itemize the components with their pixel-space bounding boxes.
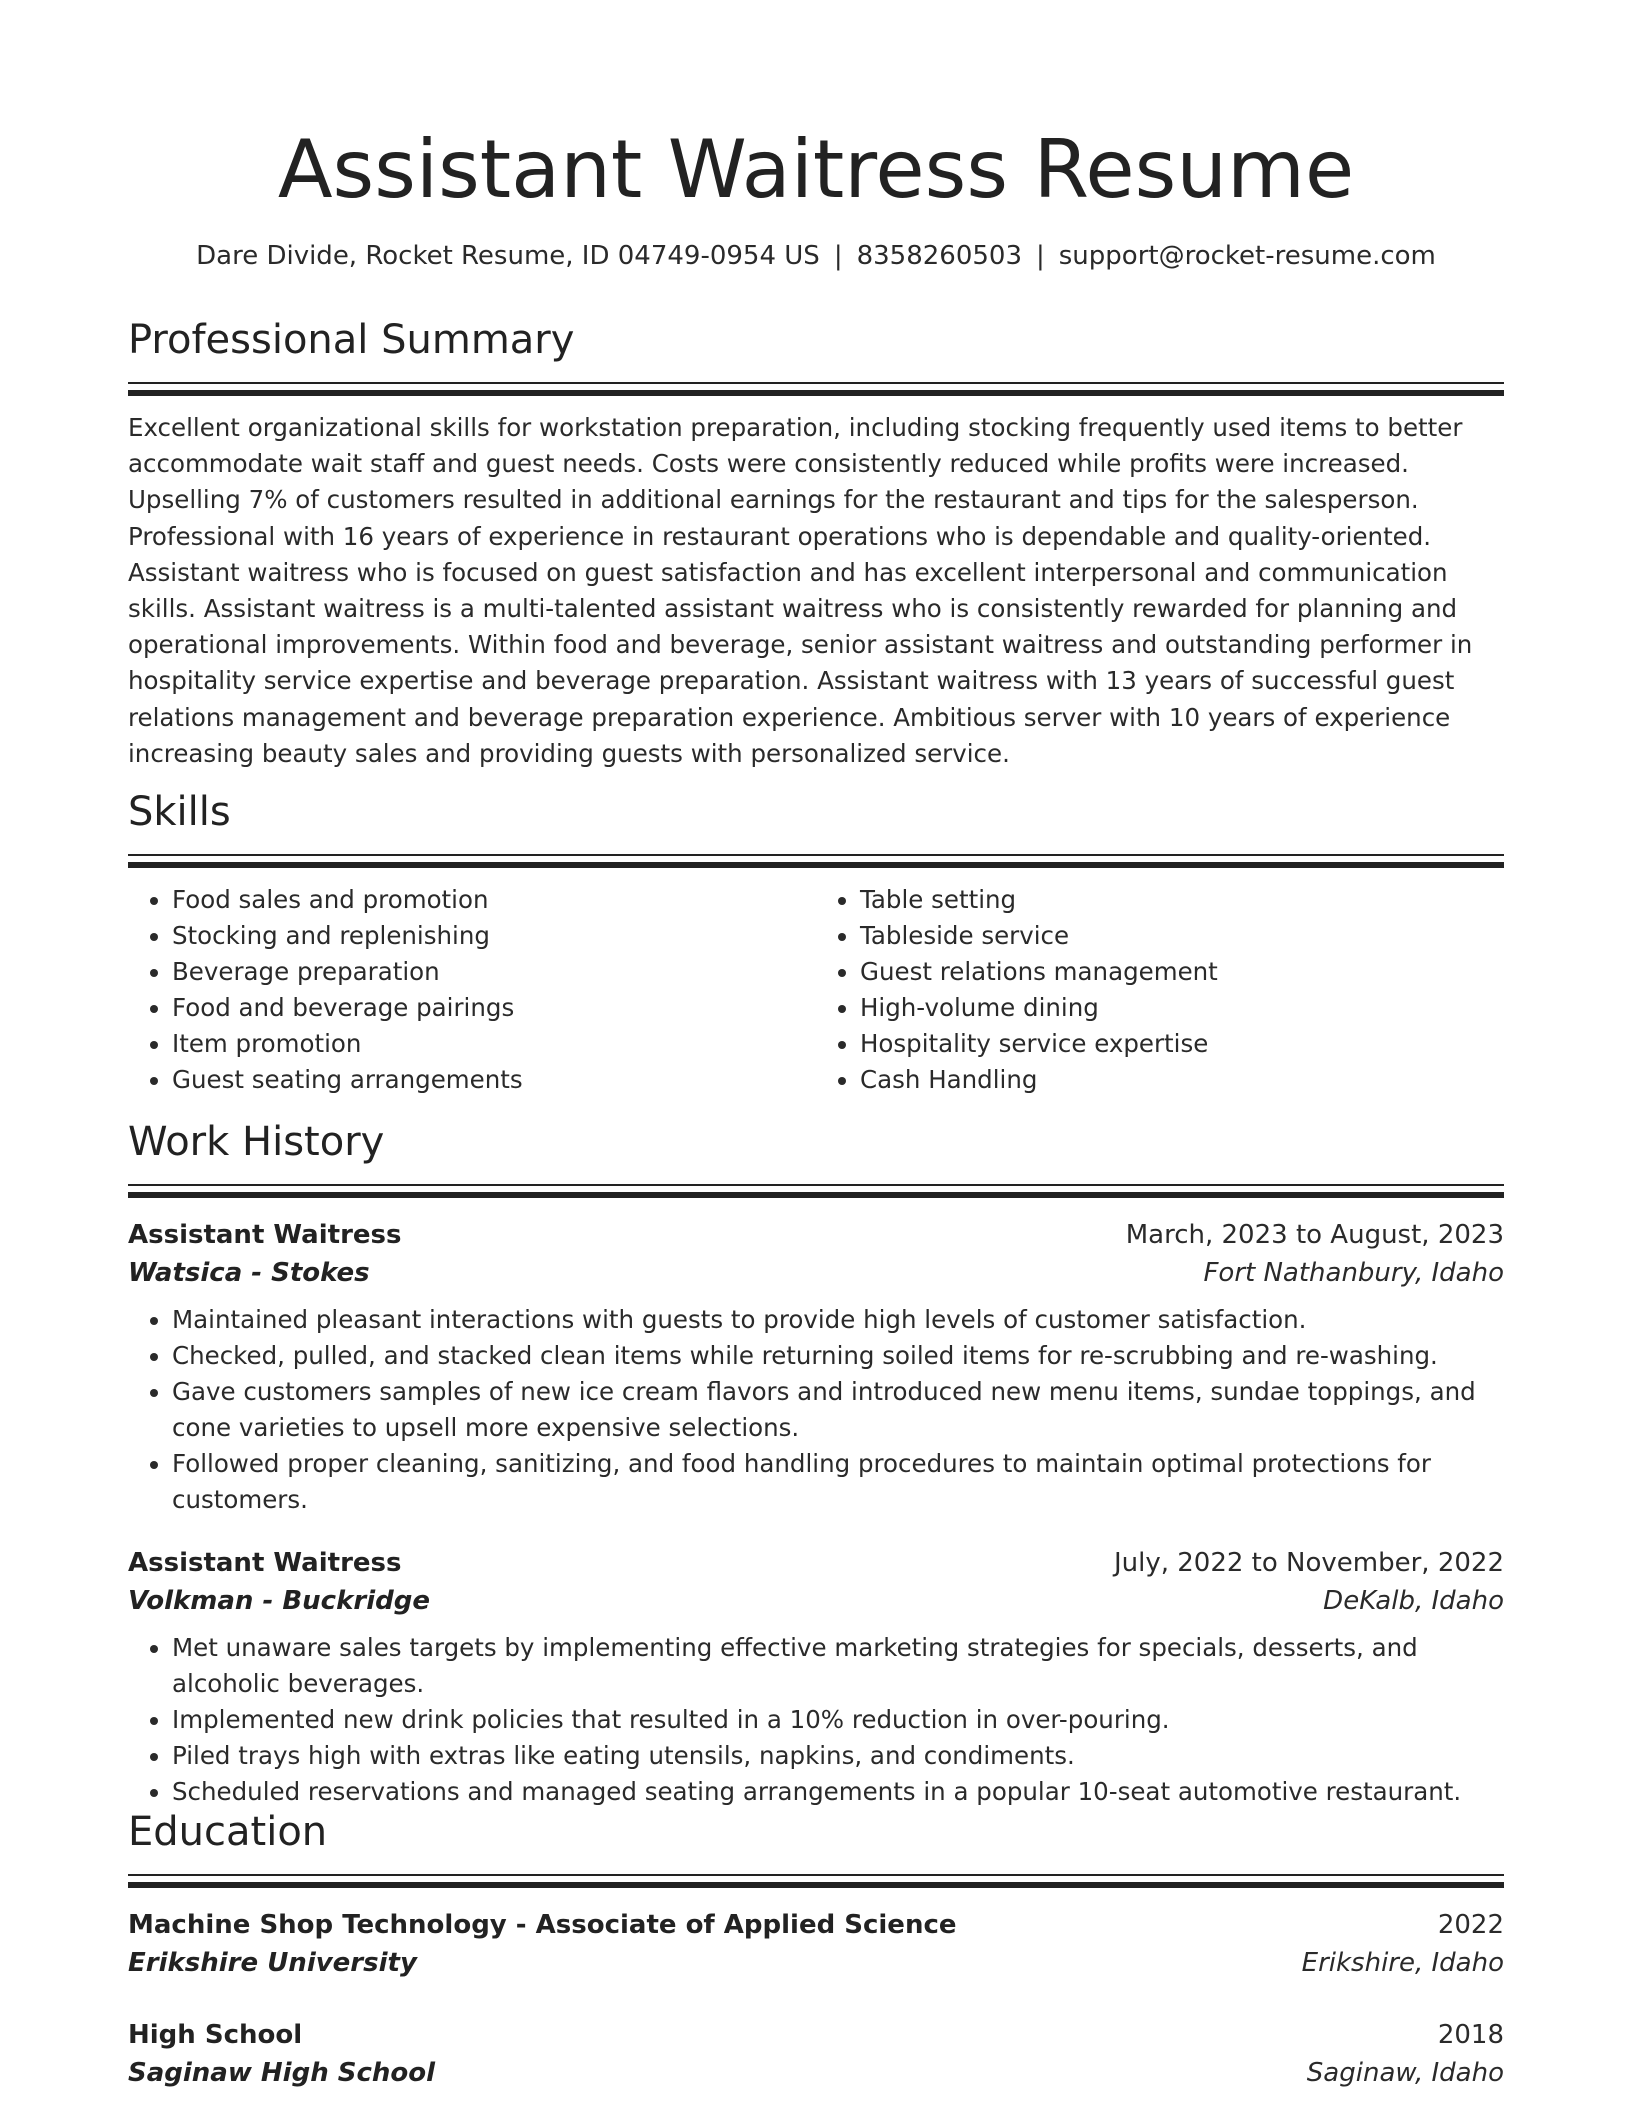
skills-columns xyxy=(128,882,1504,1098)
summary-heading: Professional Summary xyxy=(128,317,575,363)
job-dates: March, 2023 to August, 2023 xyxy=(1125,1220,1504,1250)
job-header xyxy=(128,1544,1504,1582)
job-header xyxy=(128,1216,1504,1254)
contact-line xyxy=(0,238,1632,274)
education-location: Erikshire, Idaho xyxy=(1301,1948,1504,1978)
skill-item: • Stocking and replenishing xyxy=(172,918,816,954)
contact-phone: 8358260503 xyxy=(856,241,1022,271)
education-year: 2018 xyxy=(1437,2020,1504,2050)
section-divider xyxy=(128,854,1504,868)
job-subheader xyxy=(128,1254,1504,1292)
education-school: Saginaw High School xyxy=(128,2058,436,2088)
education-school: Erikshire University xyxy=(128,1948,417,1978)
education-location: Saginaw, Idaho xyxy=(1306,2058,1504,2088)
section-divider xyxy=(128,382,1504,396)
education-header xyxy=(128,1906,1504,1944)
skill-item: • Item promotion xyxy=(172,1026,816,1062)
job-bullet: • Followed proper cleaning, sanitizing, and food handling procedures to maintain optimal protections for customers. xyxy=(172,1446,1504,1518)
education-degree: Machine Shop Technology - Associate of Applied Science xyxy=(128,1910,957,1940)
job-bullet: • Checked, pulled, and stacked clean items while returning soiled items for re-scrubbing and re-washing. xyxy=(172,1338,1504,1374)
education-degree: High School xyxy=(128,2020,303,2050)
job-bullet: • Scheduled reservations and managed seating arrangements in a popular 10-seat automotive restaurant. xyxy=(172,1774,1504,1810)
skill-item: • Food sales and promotion xyxy=(172,882,816,918)
education-header xyxy=(128,2016,1504,2054)
skill-item: • Table setting xyxy=(860,882,1504,918)
job-title: Assistant Waitress xyxy=(128,1220,402,1250)
job-bullets xyxy=(128,1302,1504,1518)
skills-list-left xyxy=(128,882,816,1098)
contact-separator: | xyxy=(1036,241,1045,271)
contact-email: support@rocket-resume.com xyxy=(1058,241,1436,271)
job-location: DeKalb, Idaho xyxy=(1323,1586,1504,1616)
skill-item: • Beverage preparation xyxy=(172,954,816,990)
education-subheader xyxy=(128,1944,1504,1982)
summary-section xyxy=(128,316,1504,772)
summary-text: Excellent organizational skills for workstation preparation, including stocking frequently used items to better accommodate wait staff and guest needs. Costs were consistently reduced while profits were increased. Upselling 7% of customers resulted in additional earnings for the restaurant and tips for the salesperson. Professional with 16 years of experience in restaurant operations who is dependable and quality-oriented. Assistant waitress who is focused on guest satisfaction and has excellent interpersonal and communication skills. Assistant waitress is a multi-talented assistant waitress who is consistently rewarded for planning and operational improvements. Within food and beverage, senior assistant waitress and outstanding performer in hospitality service expertise and beverage preparation. Assistant waitress with 13 years of successful guest relations management and beverage preparation experience. Ambitious server with 10 years of experience increasing beauty sales and providing guests with personalized service. xyxy=(128,413,1473,768)
skill-item: • Tableside service xyxy=(860,918,1504,954)
job-location: Fort Nathanbury, Idaho xyxy=(1203,1258,1504,1288)
job-title: Assistant Waitress xyxy=(128,1548,402,1578)
job-bullets xyxy=(128,1630,1504,1810)
contact-separator: | xyxy=(833,241,843,271)
job-bullet: • Maintained pleasant interactions with guests to provide high levels of customer satisfaction. xyxy=(172,1302,1504,1338)
skill-item: • Hospitality service expertise xyxy=(860,1026,1504,1062)
job-company: Watsica - Stokes xyxy=(128,1258,370,1288)
section-divider xyxy=(128,1874,1504,1888)
job-bullet: • Gave customers samples of new ice cream flavors and introduced new menu items, sundae toppings, and cone varieties to upsell more expensive selections. xyxy=(172,1374,1504,1446)
skill-item: • Guest seating arrangements xyxy=(172,1062,816,1098)
skills-heading: Skills xyxy=(128,789,231,835)
work-history-section xyxy=(128,1118,1504,1810)
job-bullet: • Implemented new drink policies that resulted in a 10% reduction in over-pouring. xyxy=(172,1702,1504,1738)
skills-section xyxy=(128,788,1504,1098)
resume-title: Assistant Waitress Resume xyxy=(277,123,1355,216)
education-subheader xyxy=(128,2054,1504,2092)
job-entry xyxy=(128,1544,1504,1810)
education-entry xyxy=(128,2016,1504,2092)
skill-item: • Guest relations management xyxy=(860,954,1504,990)
education-heading: Education xyxy=(128,1809,328,1855)
education-section xyxy=(128,1808,1504,2092)
skill-item: • Food and beverage pairings xyxy=(172,990,816,1026)
job-dates: July, 2022 to November, 2022 xyxy=(1113,1548,1504,1578)
education-year: 2022 xyxy=(1437,1910,1504,1940)
job-subheader xyxy=(128,1582,1504,1620)
skills-list-right xyxy=(816,882,1504,1098)
section-divider xyxy=(128,1184,1504,1198)
job-bullet: • Met unaware sales targets by implementing effective marketing strategies for specials, desserts, and alcoholic beverages. xyxy=(172,1630,1504,1702)
skill-item: • High-volume dining xyxy=(860,990,1504,1026)
job-entry xyxy=(128,1216,1504,1518)
contact-address: Dare Divide, Rocket Resume, ID 04749-0954 US xyxy=(196,241,820,271)
work-history-heading: Work History xyxy=(128,1119,385,1165)
job-bullet: • Piled trays high with extras like eating utensils, napkins, and condiments. xyxy=(172,1738,1504,1774)
skill-item: • Cash Handling xyxy=(860,1062,1504,1098)
job-company: Volkman - Buckridge xyxy=(128,1586,430,1616)
education-entry xyxy=(128,1906,1504,1982)
